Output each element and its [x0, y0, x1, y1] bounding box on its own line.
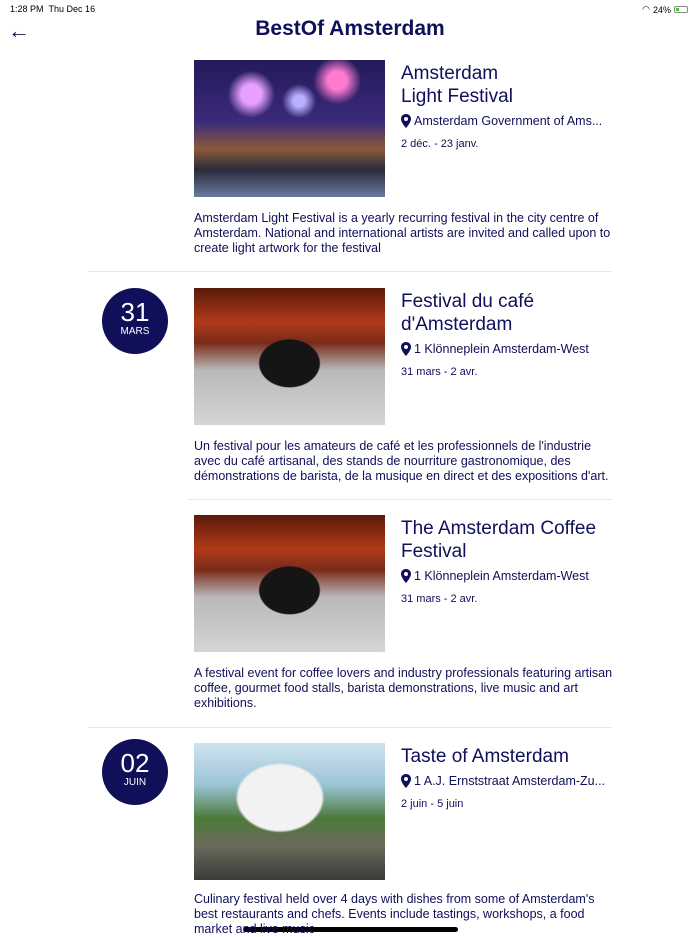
event-image[interactable]	[194, 743, 385, 880]
event-dates: 2 juin - 5 juin	[401, 798, 464, 810]
status-right	[642, 4, 688, 15]
event-image[interactable]	[194, 515, 385, 652]
event-name[interactable]: Amsterdam Light Festival	[401, 63, 513, 107]
location-text: 1 Klönneplein Amsterdam-West	[414, 569, 589, 583]
event-dates: 2 déc. - 23 janv.	[401, 138, 479, 150]
event-location	[401, 342, 611, 356]
status-time	[10, 4, 95, 14]
badge-day: 02	[120, 748, 150, 778]
event-dates: 31 mars - 2 avr.	[401, 593, 478, 605]
event-location	[401, 774, 611, 788]
event-info	[401, 290, 611, 378]
event-location	[401, 569, 611, 583]
location-pin-icon	[401, 774, 411, 788]
battery-percent: 24%	[652, 4, 671, 15]
divider	[88, 271, 612, 272]
event-name[interactable]: Festival du café d'Amsterdam	[401, 291, 535, 335]
back-button[interactable]: ←	[8, 18, 30, 43]
event-dates: 31 mars - 2 avr.	[401, 366, 478, 378]
date-badge	[102, 739, 168, 805]
event-info	[401, 62, 611, 150]
event-description: Culinary festival held over 4 days with dishes from some of Amsterdam's best restaurants and chefs. Events include tastings, workshops, a food market and live music	[194, 892, 595, 936]
wifi-icon: ◠	[642, 4, 650, 14]
divider	[88, 727, 612, 728]
date-badge	[102, 288, 168, 354]
location-text: 1 A.J. Ernststraat Amsterdam-Zu...	[414, 774, 606, 788]
badge-month: JUIN	[123, 777, 147, 788]
event-name[interactable]: The Amsterdam Coffee Festival	[401, 518, 597, 562]
location-text: Amsterdam Government of Ams...	[414, 114, 603, 128]
event-description: Amsterdam Light Festival is a yearly recurring festival in the city centre of Amsterdam. National and international artists are invited and called upon to create light artwork for the festival	[194, 211, 611, 255]
event-image[interactable]	[194, 288, 385, 425]
event-description: A festival event for coffee lovers and industry professionals featuring artisan coffee, gourmet food stalls, barista demonstrations, live music and art exhibitions.	[194, 666, 613, 710]
event-name[interactable]: Taste of Amsterdam	[401, 746, 569, 767]
event-image[interactable]	[194, 60, 385, 197]
event-location	[401, 114, 611, 128]
status-bar	[0, 0, 700, 16]
divider	[188, 499, 612, 500]
battery-icon	[674, 6, 688, 13]
event-info	[401, 517, 611, 605]
page-title: BestOf Amsterdam	[255, 17, 445, 40]
event-description: Un festival pour les amateurs de café et les professionnels de l'industrie avec du café artisanal, des stands de nourriture gastronomique, des démonstrations de barista, de la musique en direct et des expositions d'art.	[194, 439, 609, 483]
date: Thu Dec 16	[48, 4, 96, 14]
badge-day: 31	[120, 297, 150, 327]
location-text: 1 Klönneplein Amsterdam-West	[414, 342, 589, 356]
location-pin-icon	[401, 114, 411, 128]
badge-month: MARS	[120, 326, 150, 337]
location-pin-icon	[401, 569, 411, 583]
location-pin-icon	[401, 342, 411, 356]
time: 1:28 PM	[10, 4, 44, 14]
event-info	[401, 745, 611, 810]
